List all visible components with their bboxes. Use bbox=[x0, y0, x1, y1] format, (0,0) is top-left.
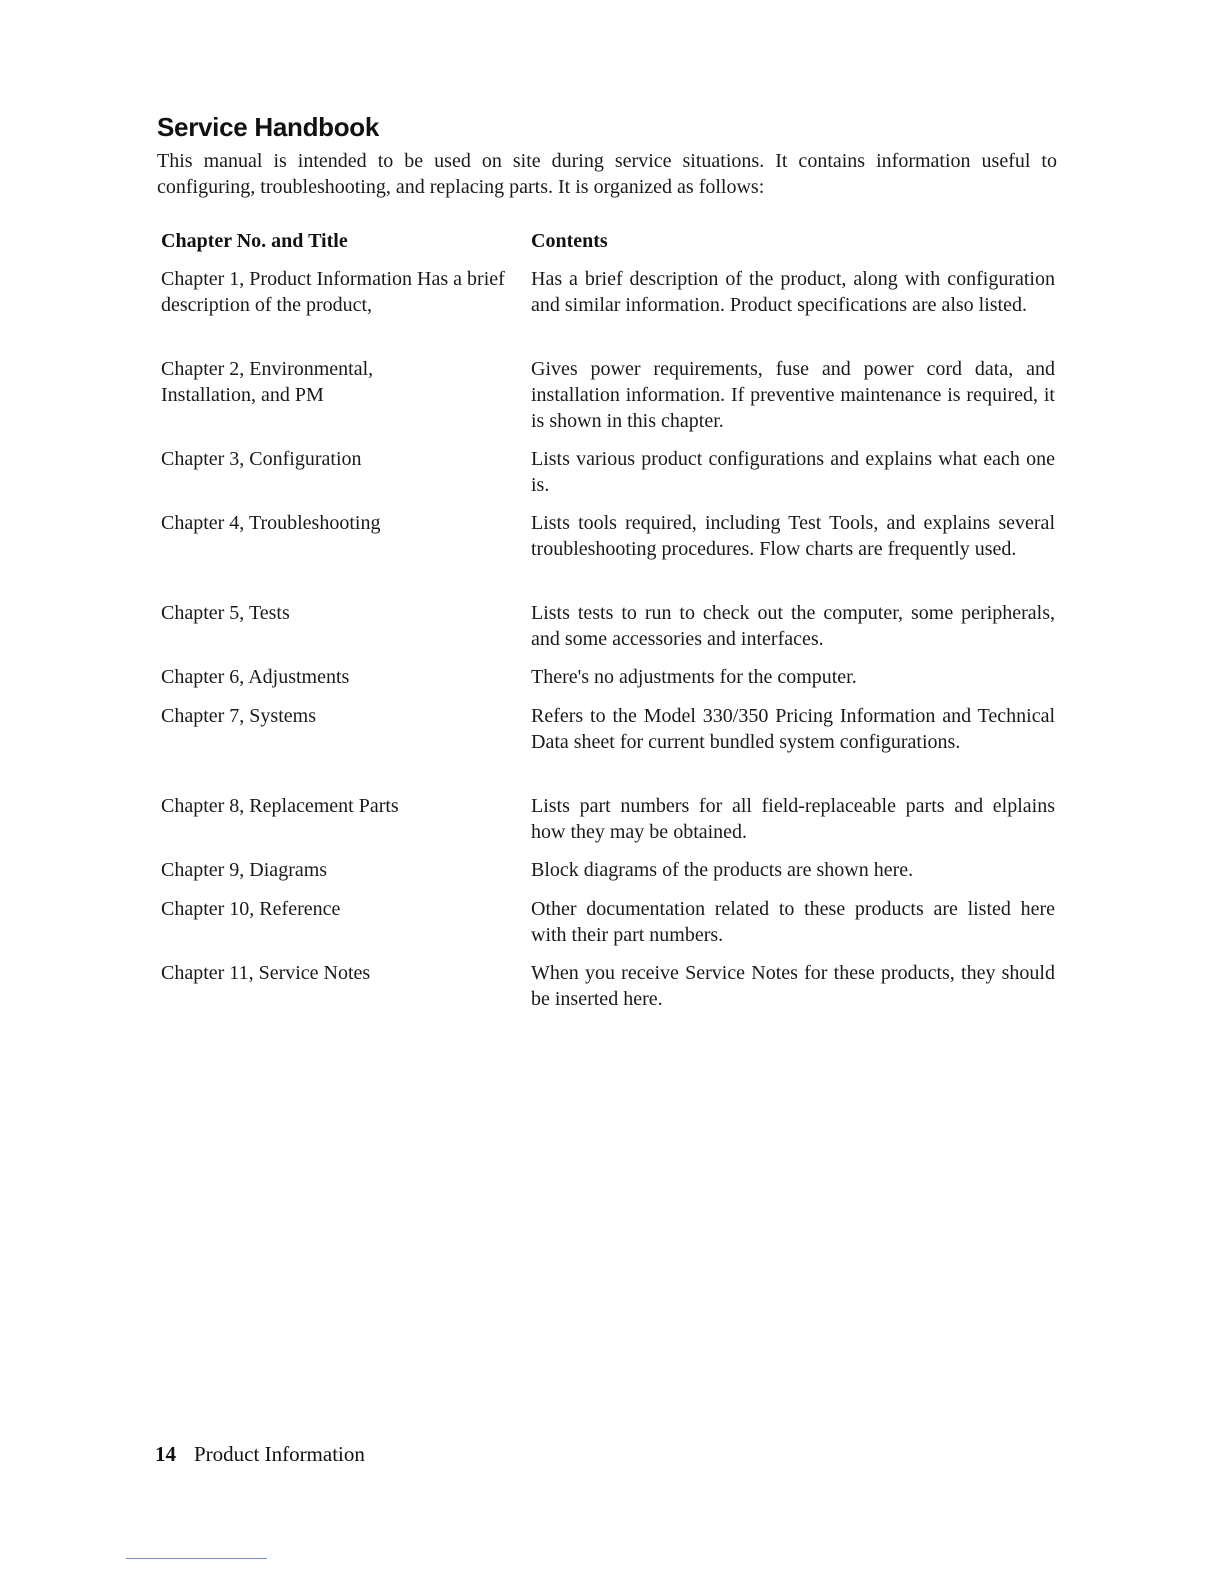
chapter-contents: Lists tools required, including Test Tools, and explains several troubleshooting procedures. Flow charts are frequently used. bbox=[531, 512, 1055, 560]
footer-section-title: Product Information bbox=[194, 1442, 365, 1466]
chapter-title: Chapter 5, Tests bbox=[161, 602, 290, 624]
chapter-contents: Gives power requirements, fuse and power cord data, and installation information. If preventive maintenance is required, it is shown in this chapter. bbox=[531, 358, 1055, 432]
chapter-contents: When you receive Service Notes for these products, they should be inserted here. bbox=[531, 962, 1055, 1010]
chapter-title: Chapter 10, Reference bbox=[161, 898, 341, 920]
intro-paragraph: This manual is intended to be used on site during service situations. It contains information useful to configuring, troubleshooting, and replacing parts. It is organized as follows: bbox=[157, 150, 1057, 198]
chapter-contents: Lists tests to run to check out the computer, some peripherals, and some accessories and interfaces. bbox=[531, 602, 1055, 650]
bottom-divider bbox=[126, 1558, 267, 1559]
chapter-title: Chapter 3, Configuration bbox=[161, 448, 362, 470]
chapter-title: Chapter 11, Service Notes bbox=[161, 962, 371, 984]
chapter-contents: Block diagrams of the products are shown here. bbox=[531, 859, 914, 881]
chapter-title: Chapter 7, Systems bbox=[161, 705, 316, 727]
column-header-contents: Contents bbox=[531, 230, 608, 252]
chapter-title: Chapter 8, Replacement Parts bbox=[161, 795, 399, 817]
chapter-contents: Lists part numbers for all field-replaceable parts and elplains how they may be obtained. bbox=[531, 795, 1055, 843]
page-number: 14 bbox=[155, 1442, 176, 1466]
chapter-title: Chapter 6, Adjustments bbox=[161, 666, 350, 688]
chapter-title: Chapter 2, Environmental, Installation, and PM bbox=[161, 358, 374, 406]
chapter-title: Chapter 9, Diagrams bbox=[161, 859, 328, 881]
chapter-title: Chapter 4, Troubleshooting bbox=[161, 512, 381, 534]
chapter-contents: Refers to the Model 330/350 Pricing Information and Technical Data sheet for current bundled system configurations. bbox=[531, 705, 1055, 753]
chapter-contents: Lists various product configurations and explains what each one is. bbox=[531, 448, 1055, 496]
chapter-contents: Other documentation related to these products are listed here with their part numbers. bbox=[531, 898, 1055, 946]
column-header-chapter: Chapter No. and Title bbox=[161, 230, 348, 252]
chapter-contents: Has a brief description of the product, along with configuration and similar information. Product specifications are also listed. bbox=[531, 268, 1055, 316]
chapter-title: Chapter 1, Product Information Has a brief description of the product, bbox=[161, 268, 505, 316]
page-footer bbox=[155, 1441, 365, 1467]
chapter-contents: There's no adjustments for the computer. bbox=[531, 666, 857, 688]
page-title: Service Handbook bbox=[157, 112, 380, 142]
